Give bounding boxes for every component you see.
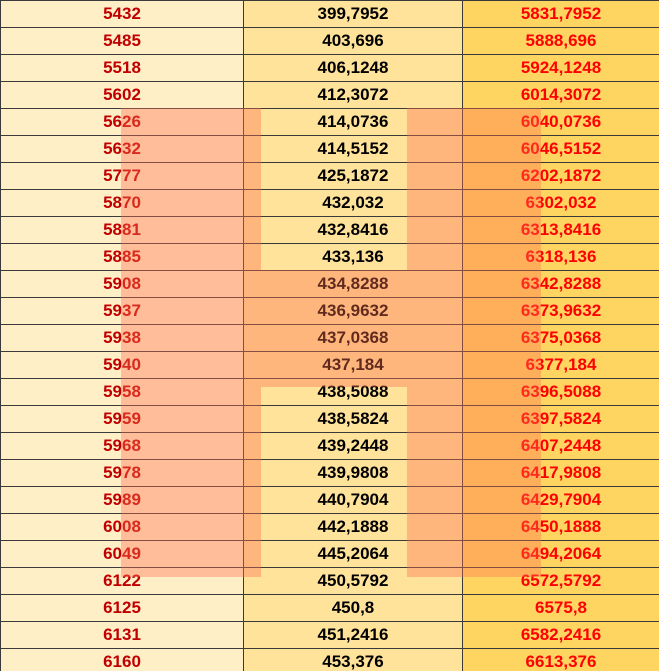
table-cell[interactable]: 453,376 bbox=[244, 649, 463, 671]
table-cell[interactable]: 5959 bbox=[1, 406, 244, 433]
table-cell[interactable]: 414,0736 bbox=[244, 109, 463, 136]
table-row bbox=[1, 460, 659, 487]
table-cell[interactable]: 425,1872 bbox=[244, 163, 463, 190]
table-cell[interactable]: 6040,0736 bbox=[463, 109, 659, 136]
table-row bbox=[1, 433, 659, 460]
table-cell[interactable]: 451,2416 bbox=[244, 622, 463, 649]
table-cell[interactable]: 438,5824 bbox=[244, 406, 463, 433]
table-cell[interactable]: 412,3072 bbox=[244, 82, 463, 109]
table-row bbox=[1, 649, 659, 671]
table-row bbox=[1, 190, 659, 217]
table-row bbox=[1, 379, 659, 406]
table-cell[interactable]: 5924,1248 bbox=[463, 55, 659, 82]
table-cell[interactable]: 6008 bbox=[1, 514, 244, 541]
table-cell[interactable]: 6396,5088 bbox=[463, 379, 659, 406]
table-cell[interactable]: 5432 bbox=[1, 1, 244, 28]
table-row bbox=[1, 487, 659, 514]
table-row bbox=[1, 541, 659, 568]
table-cell[interactable]: 432,032 bbox=[244, 190, 463, 217]
table-cell[interactable]: 445,2064 bbox=[244, 541, 463, 568]
table-row bbox=[1, 28, 659, 55]
table-cell[interactable]: 6160 bbox=[1, 649, 244, 671]
table-row bbox=[1, 55, 659, 82]
table-cell[interactable]: 439,2448 bbox=[244, 433, 463, 460]
table-row bbox=[1, 271, 659, 298]
table-cell[interactable]: 5908 bbox=[1, 271, 244, 298]
table-row bbox=[1, 514, 659, 541]
table-cell[interactable]: 5602 bbox=[1, 82, 244, 109]
table-cell[interactable]: 6131 bbox=[1, 622, 244, 649]
table-cell[interactable]: 6302,032 bbox=[463, 190, 659, 217]
table-row bbox=[1, 298, 659, 325]
table-cell[interactable]: 5632 bbox=[1, 136, 244, 163]
table-row bbox=[1, 568, 659, 595]
table-cell[interactable]: 450,8 bbox=[244, 595, 463, 622]
table-cell[interactable]: 5885 bbox=[1, 244, 244, 271]
table-cell[interactable]: 5968 bbox=[1, 433, 244, 460]
table-cell[interactable]: 6494,2064 bbox=[463, 541, 659, 568]
table-cell[interactable]: 442,1888 bbox=[244, 514, 463, 541]
table-cell[interactable]: 5989 bbox=[1, 487, 244, 514]
table-cell[interactable]: 6125 bbox=[1, 595, 244, 622]
table-row bbox=[1, 1, 659, 28]
table-cell[interactable]: 450,5792 bbox=[244, 568, 463, 595]
table-cell[interactable]: 6582,2416 bbox=[463, 622, 659, 649]
table-cell[interactable]: 403,696 bbox=[244, 28, 463, 55]
table-cell[interactable]: 6014,3072 bbox=[463, 82, 659, 109]
table-cell[interactable]: 440,7904 bbox=[244, 487, 463, 514]
table-cell[interactable]: 6202,1872 bbox=[463, 163, 659, 190]
table-cell[interactable]: 5940 bbox=[1, 352, 244, 379]
table-cell[interactable]: 436,9632 bbox=[244, 298, 463, 325]
table-cell[interactable]: 6313,8416 bbox=[463, 217, 659, 244]
table-cell[interactable]: 5777 bbox=[1, 163, 244, 190]
table-cell[interactable]: 5978 bbox=[1, 460, 244, 487]
table-cell[interactable]: 437,184 bbox=[244, 352, 463, 379]
table-cell[interactable]: 6613,376 bbox=[463, 649, 659, 671]
table-cell[interactable]: 6046,5152 bbox=[463, 136, 659, 163]
table-cell[interactable]: 437,0368 bbox=[244, 325, 463, 352]
table-row bbox=[1, 109, 659, 136]
table-row bbox=[1, 595, 659, 622]
table-row bbox=[1, 163, 659, 190]
table-cell[interactable]: 439,9808 bbox=[244, 460, 463, 487]
table-row bbox=[1, 352, 659, 379]
table-cell[interactable]: 5888,696 bbox=[463, 28, 659, 55]
table-cell[interactable]: 6572,5792 bbox=[463, 568, 659, 595]
table-row bbox=[1, 325, 659, 352]
table-cell[interactable]: 5485 bbox=[1, 28, 244, 55]
table-cell[interactable]: 5626 bbox=[1, 109, 244, 136]
table-row bbox=[1, 82, 659, 109]
table-cell[interactable]: 406,1248 bbox=[244, 55, 463, 82]
table-cell[interactable]: 6377,184 bbox=[463, 352, 659, 379]
table-cell[interactable]: 6397,5824 bbox=[463, 406, 659, 433]
table-cell[interactable]: 433,136 bbox=[244, 244, 463, 271]
table-cell[interactable]: 5881 bbox=[1, 217, 244, 244]
table-cell[interactable]: 6318,136 bbox=[463, 244, 659, 271]
table-row bbox=[1, 622, 659, 649]
table-body bbox=[1, 1, 659, 671]
table-cell[interactable]: 5518 bbox=[1, 55, 244, 82]
table-cell[interactable]: 6049 bbox=[1, 541, 244, 568]
table-cell[interactable]: 6373,9632 bbox=[463, 298, 659, 325]
table-cell[interactable]: 5870 bbox=[1, 190, 244, 217]
table-cell[interactable]: 6429,7904 bbox=[463, 487, 659, 514]
table-cell[interactable]: 438,5088 bbox=[244, 379, 463, 406]
table-cell[interactable]: 432,8416 bbox=[244, 217, 463, 244]
table-cell[interactable]: 6407,2448 bbox=[463, 433, 659, 460]
table-row bbox=[1, 406, 659, 433]
table-cell[interactable]: 5958 bbox=[1, 379, 244, 406]
table-cell[interactable]: 6417,9808 bbox=[463, 460, 659, 487]
table-cell[interactable]: 5831,7952 bbox=[463, 1, 659, 28]
table-cell[interactable]: 414,5152 bbox=[244, 136, 463, 163]
table-cell[interactable]: 434,8288 bbox=[244, 271, 463, 298]
table-cell[interactable]: 5938 bbox=[1, 325, 244, 352]
table-cell[interactable]: 6342,8288 bbox=[463, 271, 659, 298]
table-row bbox=[1, 244, 659, 271]
table-cell[interactable]: 5937 bbox=[1, 298, 244, 325]
table-cell[interactable]: 6575,8 bbox=[463, 595, 659, 622]
table-cell[interactable]: 6122 bbox=[1, 568, 244, 595]
table-row bbox=[1, 136, 659, 163]
table-cell[interactable]: 6450,1888 bbox=[463, 514, 659, 541]
table-cell[interactable]: 6375,0368 bbox=[463, 325, 659, 352]
table-row bbox=[1, 217, 659, 244]
table-cell[interactable]: 399,7952 bbox=[244, 1, 463, 28]
